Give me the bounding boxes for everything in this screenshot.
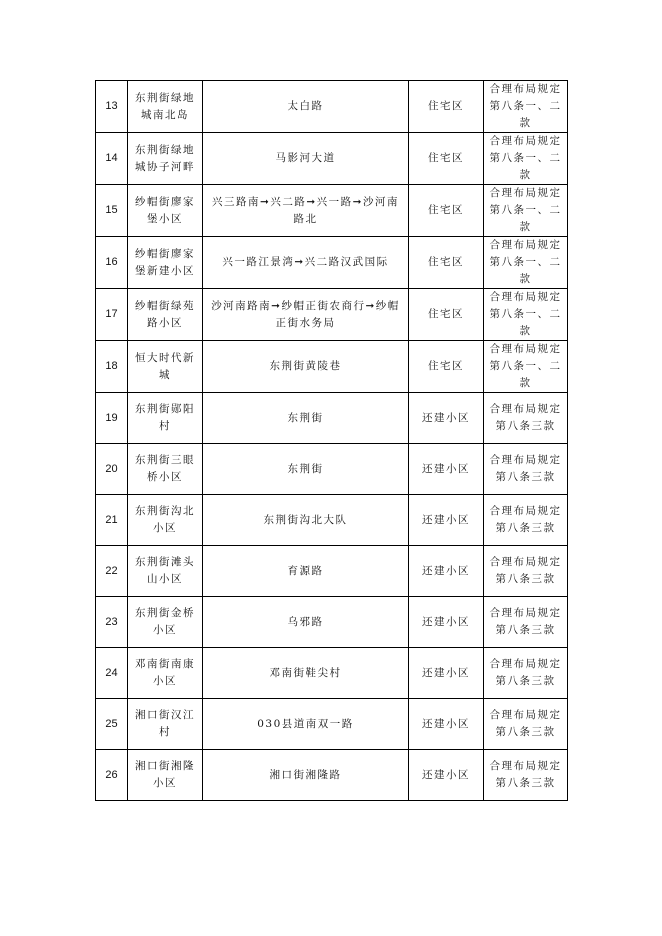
row-number: 25 bbox=[96, 699, 128, 750]
regulation-basis: 合理布局规定第八条一、二款 bbox=[484, 237, 568, 289]
row-number: 13 bbox=[96, 81, 128, 133]
table-row bbox=[96, 546, 568, 597]
table-row bbox=[96, 289, 568, 341]
road-name: 太白路 bbox=[203, 81, 409, 133]
community-name: 湘口街汉江村 bbox=[128, 699, 203, 750]
regulation-basis: 合理布局规定第八条一、二款 bbox=[484, 185, 568, 237]
table-row bbox=[96, 393, 568, 444]
regulation-basis: 合理布局规定第八条三款 bbox=[484, 546, 568, 597]
road-name: 东荆街 bbox=[203, 444, 409, 495]
row-number: 14 bbox=[96, 133, 128, 185]
area-type: 住宅区 bbox=[409, 133, 484, 185]
area-type: 住宅区 bbox=[409, 341, 484, 393]
row-number: 20 bbox=[96, 444, 128, 495]
table-row bbox=[96, 444, 568, 495]
row-number: 21 bbox=[96, 495, 128, 546]
community-name: 恒大时代新城 bbox=[128, 341, 203, 393]
area-type: 还建小区 bbox=[409, 444, 484, 495]
regulation-basis: 合理布局规定第八条三款 bbox=[484, 699, 568, 750]
row-number: 24 bbox=[96, 648, 128, 699]
community-name: 邓南街南康小区 bbox=[128, 648, 203, 699]
row-number: 22 bbox=[96, 546, 128, 597]
road-name: 东荆街黄陵巷 bbox=[203, 341, 409, 393]
area-type: 还建小区 bbox=[409, 597, 484, 648]
regulation-basis: 合理布局规定第八条三款 bbox=[484, 393, 568, 444]
area-type: 住宅区 bbox=[409, 81, 484, 133]
table-row bbox=[96, 495, 568, 546]
community-name: 东荆街绿地城协子河畔 bbox=[128, 133, 203, 185]
area-type: 还建小区 bbox=[409, 393, 484, 444]
community-name: 东荆街金桥小区 bbox=[128, 597, 203, 648]
table-row bbox=[96, 81, 568, 133]
area-type: 还建小区 bbox=[409, 546, 484, 597]
road-name: 马影河大道 bbox=[203, 133, 409, 185]
table-row bbox=[96, 750, 568, 801]
row-number: 23 bbox=[96, 597, 128, 648]
row-number: 26 bbox=[96, 750, 128, 801]
table-row bbox=[96, 699, 568, 750]
area-type: 还建小区 bbox=[409, 699, 484, 750]
community-name: 东荆街滩头山小区 bbox=[128, 546, 203, 597]
regulation-basis: 合理布局规定第八条三款 bbox=[484, 750, 568, 801]
regulation-basis: 合理布局规定第八条三款 bbox=[484, 648, 568, 699]
community-name: 东荆街沟北小区 bbox=[128, 495, 203, 546]
area-type: 住宅区 bbox=[409, 289, 484, 341]
road-name: 东荆街沟北大队 bbox=[203, 495, 409, 546]
row-number: 17 bbox=[96, 289, 128, 341]
row-number: 18 bbox=[96, 341, 128, 393]
table-row bbox=[96, 648, 568, 699]
community-name: 纱帽街廖家堡新建小区 bbox=[128, 237, 203, 289]
road-name: 湘口街湘隆路 bbox=[203, 750, 409, 801]
table-row bbox=[96, 597, 568, 648]
road-name: 乌邪路 bbox=[203, 597, 409, 648]
area-type: 还建小区 bbox=[409, 648, 484, 699]
road-name: 育源路 bbox=[203, 546, 409, 597]
community-name: 湘口街湘隆小区 bbox=[128, 750, 203, 801]
area-type: 住宅区 bbox=[409, 237, 484, 289]
row-number: 19 bbox=[96, 393, 128, 444]
regulation-basis: 合理布局规定第八条一、二款 bbox=[484, 289, 568, 341]
community-name: 东荆街三眼桥小区 bbox=[128, 444, 203, 495]
regulation-basis: 合理布局规定第八条一、二款 bbox=[484, 341, 568, 393]
regulation-basis: 合理布局规定第八条一、二款 bbox=[484, 81, 568, 133]
road-name: 东荆街 bbox=[203, 393, 409, 444]
table-row bbox=[96, 237, 568, 289]
row-number: 15 bbox=[96, 185, 128, 237]
road-name: 兴一路江景湾➞兴二路汉武国际 bbox=[203, 237, 409, 289]
regulation-basis: 合理布局规定第八条三款 bbox=[484, 597, 568, 648]
regulation-basis: 合理布局规定第八条三款 bbox=[484, 444, 568, 495]
community-name: 纱帽街廖家堡小区 bbox=[128, 185, 203, 237]
row-number: 16 bbox=[96, 237, 128, 289]
area-type: 还建小区 bbox=[409, 495, 484, 546]
area-type: 住宅区 bbox=[409, 185, 484, 237]
regulation-basis: 合理布局规定第八条三款 bbox=[484, 495, 568, 546]
community-name: 东荆街郧阳村 bbox=[128, 393, 203, 444]
community-table bbox=[95, 80, 568, 801]
table-row bbox=[96, 133, 568, 185]
regulation-basis: 合理布局规定第八条一、二款 bbox=[484, 133, 568, 185]
road-name: 邓南街鞋尖村 bbox=[203, 648, 409, 699]
road-name: 030县道南双一路 bbox=[203, 699, 409, 750]
table-row bbox=[96, 341, 568, 393]
table-row bbox=[96, 185, 568, 237]
community-name: 纱帽街绿苑路小区 bbox=[128, 289, 203, 341]
road-name: 兴三路南➞兴二路➞兴一路➞沙河南路北 bbox=[203, 185, 409, 237]
community-name: 东荆街绿地城南北岛 bbox=[128, 81, 203, 133]
road-name: 沙河南路南➞纱帽正街农商行➞纱帽正街水务局 bbox=[203, 289, 409, 341]
area-type: 还建小区 bbox=[409, 750, 484, 801]
